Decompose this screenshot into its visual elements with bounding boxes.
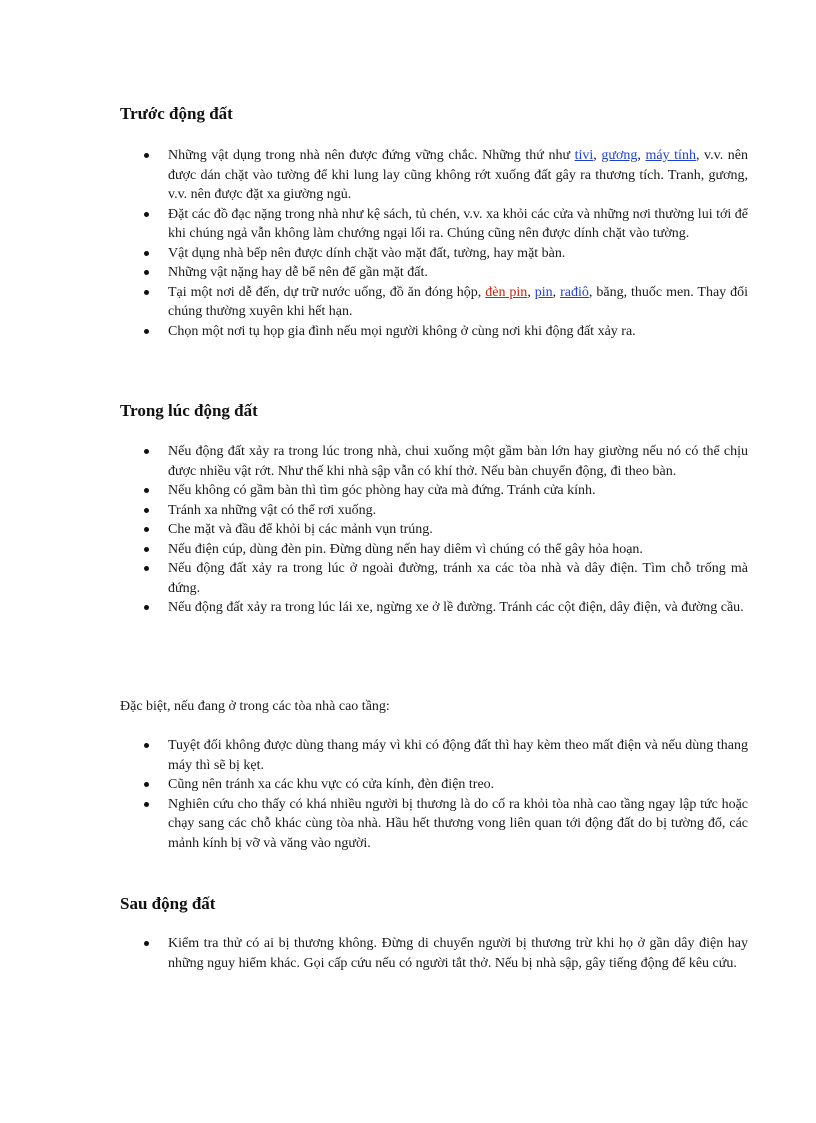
list-item: Kiểm tra thử có ai bị thương không. Đừng di chuyển người bị thương trừ khi họ ở gần dây điện hay những nguy hiểm khác. Gọi cấp cứu nếu có người tắt thở. Nếu bị nhà sập, gây tiếng động để kêu cứu. <box>168 934 748 973</box>
list-item: Nếu động đất xảy ra trong lúc ở ngoài đường, tránh xa các tòa nhà và dây điện. Tìm chỗ trống mà đứng. <box>168 559 748 598</box>
link-den-pin[interactable]: đèn pin <box>485 284 528 300</box>
text-span: , <box>593 148 602 163</box>
text-span: Những vật dụng trong nhà nên được đứng vững chắc. Những thứ như <box>168 148 575 163</box>
list-item: Tránh xa những vật có thể rơi xuống. <box>168 501 748 521</box>
list-item: Đặt các đồ đạc nặng trong nhà như kệ sách, tủ chén, v.v. xa khỏi các cửa và những nơi thường lui tới để khi chúng ngả vẫn không làm chướng ngại lối ra. Chúng cũng nên được dính chặt vào tường. <box>168 205 748 244</box>
list-item: Che mặt và đầu để khỏi bị các mảnh vụn trúng. <box>168 520 748 540</box>
list-item: Nghiên cứu cho thấy có khá nhiều người bị thương là do cố ra khỏi tòa nhà cao tầng ngay lập tức hoặc chạy sang các chỗ khác cùng tòa nhà. Hầu hết thương vong liên quan tới động đất do bị tường đổ, các mảnh kính bị vỡ và văng vào người. <box>168 795 748 854</box>
text-span: , băng, thuốc men. Thay đổi chúng thường xuyên khi hết hạn. <box>168 284 749 319</box>
list-item: Vật dụng nhà bếp nên được dính chặt vào mặt đất, tường, hay mặt bàn. <box>168 244 748 264</box>
list-item: Tuyệt đối không được dùng thang máy vì khi có động đất thì hay kèm theo mất điện và nếu dùng thang máy thì sẽ bị kẹt. <box>168 736 748 775</box>
list-dac-biet <box>120 736 748 853</box>
heading-trong-luc-dong-dat: Trong lúc động đất <box>120 401 258 420</box>
list-item <box>168 146 748 205</box>
list-item: Nếu không có gầm bàn thì tìm góc phòng hay cửa mà đứng. Tránh cửa kính. <box>168 481 748 501</box>
list-item <box>168 283 748 322</box>
link-tivi[interactable]: tivi <box>574 148 594 163</box>
list-sau-dong-dat <box>120 934 748 973</box>
link-pin[interactable]: pin <box>534 284 553 300</box>
text-span: Tại một nơi dễ đến, dự trữ nước uống, đồ ăn đóng hộp, <box>168 284 486 300</box>
list-item: Cũng nên tránh xa các khu vực có cửa kính, đèn điện treo. <box>168 775 748 795</box>
list-item: Nếu động đất xảy ra trong lúc trong nhà, chui xuống một gầm bàn lớn hay giường nếu nó có thể chịu được nhiều vật rớt. Như thế khi nhà sập vẫn có khí thở. Nếu bàn chuyển động, đi theo bàn. <box>168 442 748 481</box>
heading-sau-dong-dat: Sau động đất <box>120 894 216 913</box>
list-item: Nếu điện cúp, dùng đèn pin. Đừng dùng nến hay diêm vì chúng có thể gây hỏa hoạn. <box>168 540 748 560</box>
list-item: Chọn một nơi tụ họp gia đình nếu mọi người không ở cùng nơi khi động đất xảy ra. <box>168 322 748 342</box>
list-item: Những vật nặng hay dễ bể nên để gần mặt đất. <box>168 263 748 283</box>
link-guong[interactable]: gương <box>601 148 638 163</box>
text-span: , v.v. nên được dán chặt vào tường để khi lung lay cũng không rớt xuống đất gây ra thương tích. Tranh, gương, v.v. nên được đặt xa giường ngủ. <box>168 148 749 202</box>
list-truoc-dong-dat <box>120 146 748 341</box>
paragraph-dac-biet: Đặc biệt, nếu đang ở trong các tòa nhà cao tầng: <box>120 699 390 714</box>
link-radio[interactable]: rađiô <box>560 284 589 300</box>
link-may-tinh[interactable]: máy tính <box>645 148 696 163</box>
text-span: , <box>637 148 646 163</box>
text-span: , <box>527 284 535 300</box>
list-trong-luc-dong-dat <box>120 442 748 618</box>
list-item: Nếu động đất xảy ra trong lúc lái xe, ngừng xe ở lề đường. Tránh các cột điện, dây điện, và đường cầu. <box>168 598 748 618</box>
text-span: , <box>552 284 561 300</box>
heading-truoc-dong-dat: Trước động đất <box>120 104 233 123</box>
